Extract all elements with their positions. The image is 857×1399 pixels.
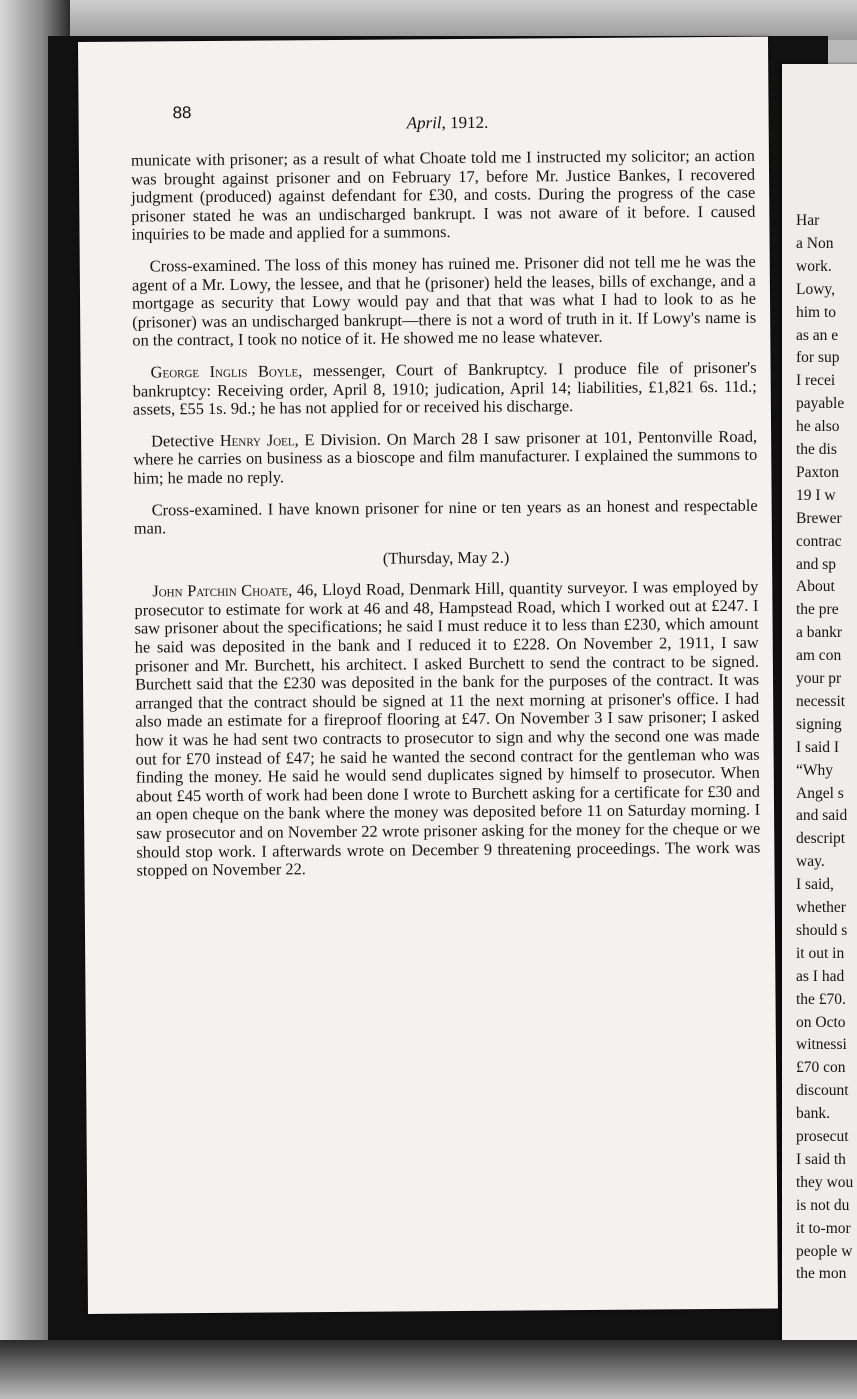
scan-top-edge — [0, 0, 857, 40]
paragraph: John Patchin Choate, 46, Lloyd Road, Denmark Hill, quantity surveyor. I was employed by prosecutor to estimate for work at 46 and 48, Hampstead Road, which I worked out at £247. I saw prisoner about the specifications; he said I must reduce it to less than £230, which amount he said was deposited in the bank and I reduced it to £228. On November 2, 1911, I saw prisoner and Mr. Burchett, his architect. I asked Burchett to send the contract to be signed. Burchett said that the £230 was deposited in the bank for the purposes of the contract. It was arranged that the contract should be signed at 11 the next morning at prisoner's office. I had also made an estimate for a fireproof flooring at £47. On November 3 I saw prisoner; I asked how it was he had sent two contracts to prosecutor to sign and why the second one was made out for £70 instead of £47; he said he wanted the second contract for the gentleman who was finding the money. He said he would send duplicates signed by himself to prosecutor. When about £45 worth of work had been done I wrote to Burchett asking for a certificate for £30 and an open cheque on the bank where the money was deposited before 11 on Saturday morning. I saw prosecutor and on November 22 wrote prisoner asking for the money for the cheque or we should stop work. I afterwards wrote on December 9 threatening proceedings. The work was stopped on November 22. — [134, 576, 761, 880]
paragraph: municate with prisoner; as a result of what Choate told me I instructed my solicitor; an action was brought against prisoner and on February 17, before Mr. Justice Bankes, I recovered judgment (produced) against defendant for £30, and costs. During the progress of the case prisoner stated he was an undischarged bankrupt. I was not aware of it before. I caused inquiries to be made and applied for a summons. — [130, 145, 756, 244]
paragraph: Cross-examined. I have known prisoner for nine or ten years as an honest and respectable man. — [133, 495, 758, 538]
right-page-line: a Non — [796, 234, 834, 252]
right-page-line: discount — [796, 1082, 849, 1100]
right-page-line: the £70. — [796, 990, 846, 1008]
witness-name: George Inglis Boyle — [150, 361, 299, 382]
right-page-line: Lowy, — [796, 280, 836, 298]
right-page-line: as I had — [796, 967, 845, 985]
right-page-line: work. — [796, 257, 832, 275]
left-page — [78, 37, 778, 1314]
right-page-line: witnessi — [796, 1036, 847, 1054]
scan-bottom-edge — [0, 1340, 857, 1399]
right-page-line: prosecut — [796, 1128, 849, 1145]
right-page-line: necessit — [796, 692, 846, 710]
right-page-line: descript — [796, 830, 846, 848]
running-head-year: , 1912. — [441, 112, 489, 133]
right-page-line: the mon — [796, 1265, 847, 1283]
right-page-line: Angel s — [796, 784, 844, 802]
right-page-line: the dis — [796, 441, 837, 458]
right-page-fragment — [782, 64, 857, 1354]
right-page-line: signing — [796, 715, 842, 733]
right-page-line: Paxton — [796, 463, 840, 481]
right-page-line: Har — [796, 212, 820, 229]
right-page-line: way. — [796, 853, 825, 871]
right-page-line: him to — [796, 303, 837, 321]
right-page-line: people w — [796, 1242, 853, 1260]
right-page-line: I said, — [796, 876, 834, 894]
right-page-line: “Why — [796, 761, 834, 779]
witness-name: John Patchin Choate — [152, 580, 289, 601]
witness-name: Henry Joel — [219, 430, 295, 450]
right-page-line: it to-mor — [796, 1219, 851, 1237]
page-body — [131, 147, 761, 894]
right-page-line: payable — [796, 395, 845, 413]
paragraph: Cross-examined. The loss of this money has ruined me. Prisoner did not tell me he was the agent of a Mr. Lowy, the lessee, and that he (prisoner) held the leases, bills of exchange, and a mortgage as security that Lowy would pay and that that was what I had to look to as he (prisoner) was an undischarged bankrupt—there is not a word of truth in it. If Lowy's name is on the contract, I took no notice of it. He showed me no lease whatever. — [131, 251, 757, 350]
right-page-line: he also — [796, 418, 840, 436]
running-head-month: April — [406, 113, 442, 133]
right-page-line: a bankr — [796, 624, 843, 642]
right-page-line: should s — [796, 921, 848, 939]
right-page-line: £70 con — [796, 1059, 846, 1077]
right-page-line: your pr — [796, 670, 842, 687]
right-page-line: for sup — [796, 349, 840, 367]
right-page-line: 19 I w — [796, 486, 836, 504]
right-page-line: the pre — [796, 601, 839, 619]
right-page-line: is not du — [796, 1196, 850, 1214]
right-page-line: they wou — [796, 1173, 854, 1191]
right-page-line: Brewer — [796, 509, 842, 527]
right-page-line: as an e — [796, 326, 839, 344]
right-page-line: whether — [796, 899, 846, 916]
right-page-line: and said — [796, 807, 848, 825]
paragraph: Detective Henry Joel, E Division. On March 28 I saw prisoner at 101, Pentonville Road, where he carries on business as a bioscope and film manufacturer. I explained the summons to him; he made no reply. — [133, 426, 758, 488]
right-page-line: I said I — [796, 738, 840, 756]
page-number: 88 — [172, 103, 192, 123]
right-page-line: bank. — [796, 1105, 831, 1123]
right-page-line: on Octo — [796, 1013, 846, 1031]
right-page-line: it out in — [796, 944, 845, 962]
right-page-line: am con — [796, 647, 842, 665]
right-page-line: and sp — [796, 555, 837, 573]
right-page-line: contrac — [796, 532, 842, 550]
running-head — [407, 113, 489, 134]
right-page-line: About — [796, 578, 835, 596]
right-page-line: I said th — [796, 1150, 846, 1168]
date-heading: (Thursday, May 2.) — [382, 547, 510, 568]
paragraph: George Inglis Boyle, messenger, Court of Bankruptcy. I produce file of prisoner's bankruptcy: Receiving order, April 8, 1910; judication, April 14; liabilities, £1,821 6s. 11d.; assets, £55 1s. 9d.; he has not applied for or received his discharge. — [132, 357, 757, 419]
right-page-line: I recei — [796, 372, 836, 390]
